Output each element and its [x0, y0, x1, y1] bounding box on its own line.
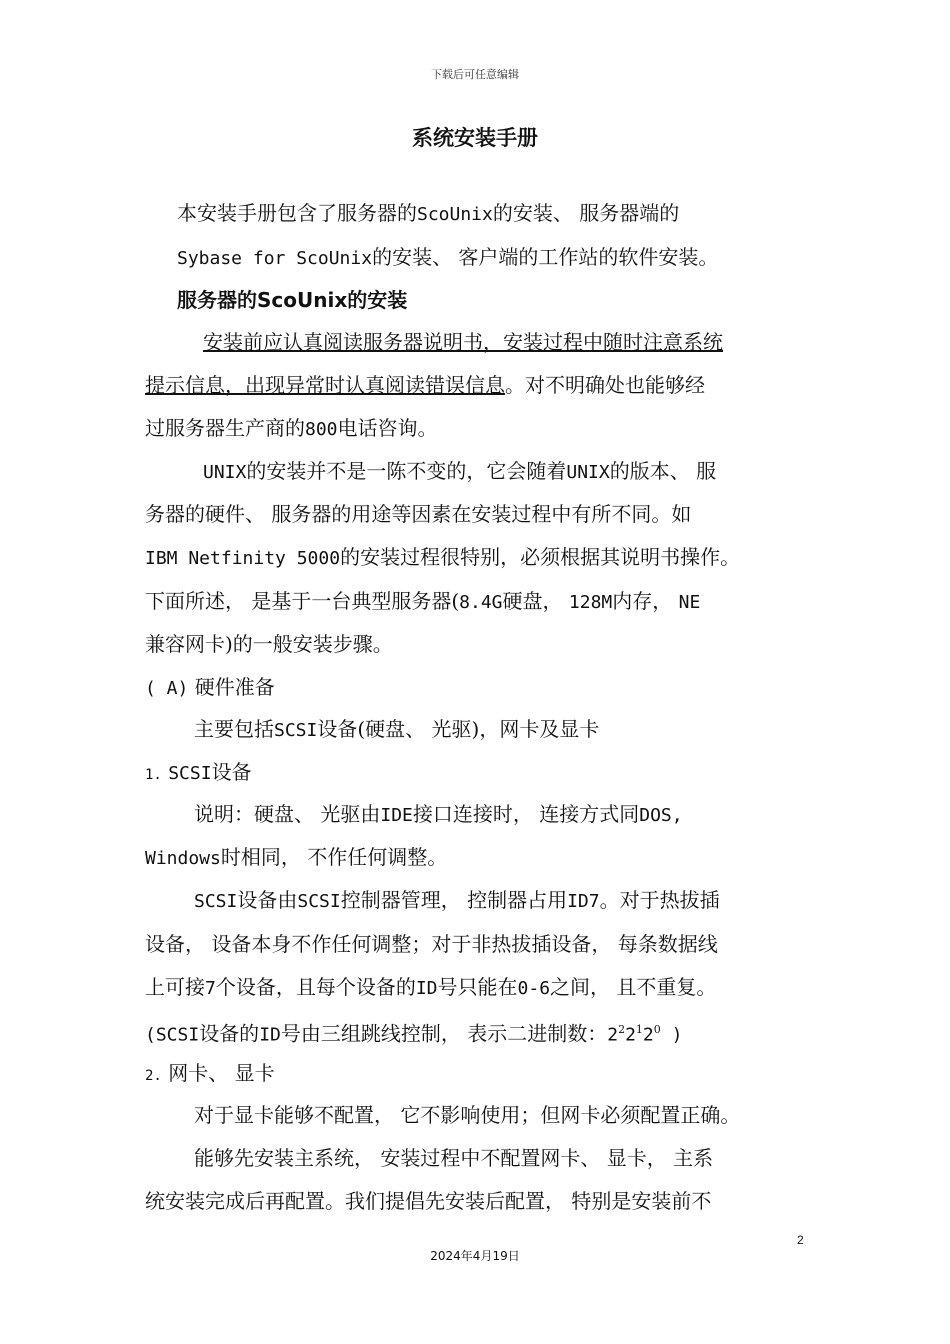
page-footer-date: 2024年4月19日	[430, 1249, 520, 1263]
intro-line-2-a: Sybase for ScoUnix	[177, 248, 373, 269]
page-header-note: 下载后可任意编辑	[431, 68, 519, 81]
item-1-p2-line-1-c: SCSI	[297, 891, 341, 912]
binary-exp-0: 0	[653, 1023, 661, 1036]
p2-line-2: 务器的硬件、 服务器的用途等因素在安装过程中有所不同。如	[145, 502, 692, 526]
intro-line-1	[177, 199, 679, 229]
p1-line-3	[145, 414, 438, 444]
section-a	[145, 673, 275, 703]
p2-line-1-c: UNIX	[566, 462, 610, 483]
item-1-num: 1.	[145, 767, 162, 783]
p2-line-4-d: 128M	[568, 592, 613, 613]
item-1-p2-line-3-e: 号只能在	[437, 975, 518, 999]
p2-line-4-c: 硬盘，	[502, 589, 569, 613]
p2-line-1-b: 的安装并不是一陈不变的，它会随着	[246, 459, 567, 483]
item-1-a: SCSI	[168, 763, 212, 784]
item-1-p2-line-3-a: 上可接	[145, 975, 205, 999]
item-2-num: 2.	[145, 1068, 162, 1084]
p2-line-1-d: 的版本、 服	[609, 459, 717, 483]
item-2-p1: 对于显卡能够不配置， 它不影响使用；但网卡必须配置正确。	[194, 1103, 741, 1127]
p1-line-2-rest: 。对不明确处也能够经	[505, 373, 705, 397]
section-a-desc	[194, 715, 599, 745]
intro-line-1-a: 本安装手册包含了服务器的	[177, 201, 417, 225]
item-1-p1-line-2-b: 时相同， 不作任何调整。	[220, 845, 448, 869]
item-1-p2-line-4-b: 设备的	[199, 1021, 260, 1046]
item-1-b: 设备	[211, 760, 252, 784]
intro-line-2	[177, 243, 718, 273]
binary-digit-1: 2	[625, 1024, 636, 1046]
p1-line-1: 安装前应认真阅读服务器说明书，安装过程中随时注意系统	[203, 330, 723, 354]
p2-line-1-a: UNIX	[203, 462, 247, 483]
p2-line-3-b: 的安装过程很特别，必须根据其说明书操作。	[340, 545, 741, 569]
section-a-desc-a: 主要包括	[194, 717, 274, 741]
item-1-p2-line-3-d: ID	[415, 978, 438, 999]
item-1-p1-line-1-d: DOS,	[639, 805, 683, 826]
item-1-p2-line-4	[145, 1016, 682, 1050]
p2-line-4-a: 下面所述， 是基于一台典型服务器(	[145, 589, 460, 613]
item-1-p2-line-3-b: 7	[205, 978, 216, 999]
binary-digit-0: 2	[642, 1024, 654, 1046]
p1-line-3-c: 电话咨询。	[337, 416, 438, 440]
item-1-p2-line-4-a: (SCSI	[145, 1024, 200, 1046]
p2-line-1	[203, 457, 716, 487]
item-1-p1-line-2-a: Windows	[145, 848, 221, 869]
binary-exp-2: 2	[618, 1023, 626, 1036]
section-a-desc-b: SCSI	[274, 720, 318, 741]
item-1-p1-line-1-a: 说明：硬盘、 光驱由	[194, 802, 381, 826]
item-1-p1-line-1-b: IDE	[380, 805, 413, 826]
binary-digit-2: 2	[607, 1024, 619, 1046]
document-title: 系统安装手册	[412, 126, 538, 150]
item-1-p2-line-3	[145, 973, 716, 1003]
section-heading	[177, 286, 407, 314]
item-2-text: 网卡、 显卡	[168, 1061, 275, 1085]
item-1-p1-line-1	[194, 800, 683, 830]
intro-line-1-c: 的安装、 服务器端的	[492, 201, 680, 225]
p2-line-4-f: NE	[678, 592, 701, 613]
page-number: 2	[797, 1233, 804, 1247]
item-1-p2-line-4-h: )	[660, 1024, 683, 1046]
p2-line-4-e: 内存，	[612, 589, 679, 613]
item-2-p2-line-1: 能够先安装主系统， 安装过程中不配置网卡、 显卡， 主系	[194, 1146, 714, 1170]
item-1-p2-line-1-d: 控制器管理， 控制器占用	[340, 888, 568, 912]
p1-line-2	[145, 371, 705, 399]
item-1-p2-line-1	[194, 886, 720, 916]
item-2-heading	[145, 1059, 275, 1090]
item-1-p1-line-2	[145, 843, 447, 873]
p2-line-3	[145, 543, 740, 573]
item-1-p2-line-3-g: 之间， 且不重复。	[550, 975, 717, 999]
item-1-p2-line-3-f: 0-6	[517, 978, 551, 999]
p2-line-5: 兼容网卡)的一般安装步骤。	[145, 632, 393, 656]
item-1-p2-line-1-b: 设备由	[237, 888, 298, 912]
item-1-p2-line-4-d: 号由三组跳线控制， 表示二进制数：	[280, 1021, 608, 1046]
p2-line-4-b: 8.4G	[459, 592, 503, 613]
section-heading-b: ScoUnix	[257, 288, 348, 312]
section-a-text: 硬件准备	[194, 675, 275, 699]
section-a-label: ( A)	[145, 678, 189, 699]
item-1-p1-line-1-c: 接口连接时， 连接方式同	[412, 802, 640, 826]
item-1-p2-line-1-e: ID7	[567, 891, 600, 912]
p1-line-2-underlined: 提示信息，出现异常时认真阅读错误信息	[145, 373, 505, 397]
section-heading-c: 的安装	[347, 288, 408, 312]
item-2-p2-line-2: 统安装完成后再配置。我们提倡先安装后配置， 特别是安装前不	[145, 1189, 712, 1213]
intro-line-1-b: ScoUnix	[417, 204, 493, 225]
p1-line-3-a: 过服务器生产商的	[145, 416, 305, 440]
p2-line-4	[145, 587, 700, 617]
p1-line-3-b: 800	[305, 419, 338, 440]
intro-line-2-b: 的安装、 客户端的工作站的软件安装。	[372, 245, 719, 269]
section-heading-a: 服务器的	[177, 288, 257, 312]
item-1-p2-line-4-c: ID	[259, 1024, 281, 1046]
item-1-p2-line-3-c: 个设备，且每个设备的	[215, 975, 416, 999]
section-a-desc-c: 设备(硬盘、 光驱)，网卡及显卡	[317, 717, 600, 741]
item-1-p2-line-1-a: SCSI	[194, 891, 238, 912]
item-1-p2-line-1-f: 。对于热拔插	[599, 888, 720, 912]
binary-exp-1: 1	[635, 1023, 643, 1036]
item-1-heading	[145, 758, 252, 789]
item-1-p2-line-2: 设备， 设备本身不作任何调整；对于非热拔插设备， 每条数据线	[145, 932, 718, 956]
p2-line-3-a: IBM Netfinity 5000	[145, 548, 341, 569]
